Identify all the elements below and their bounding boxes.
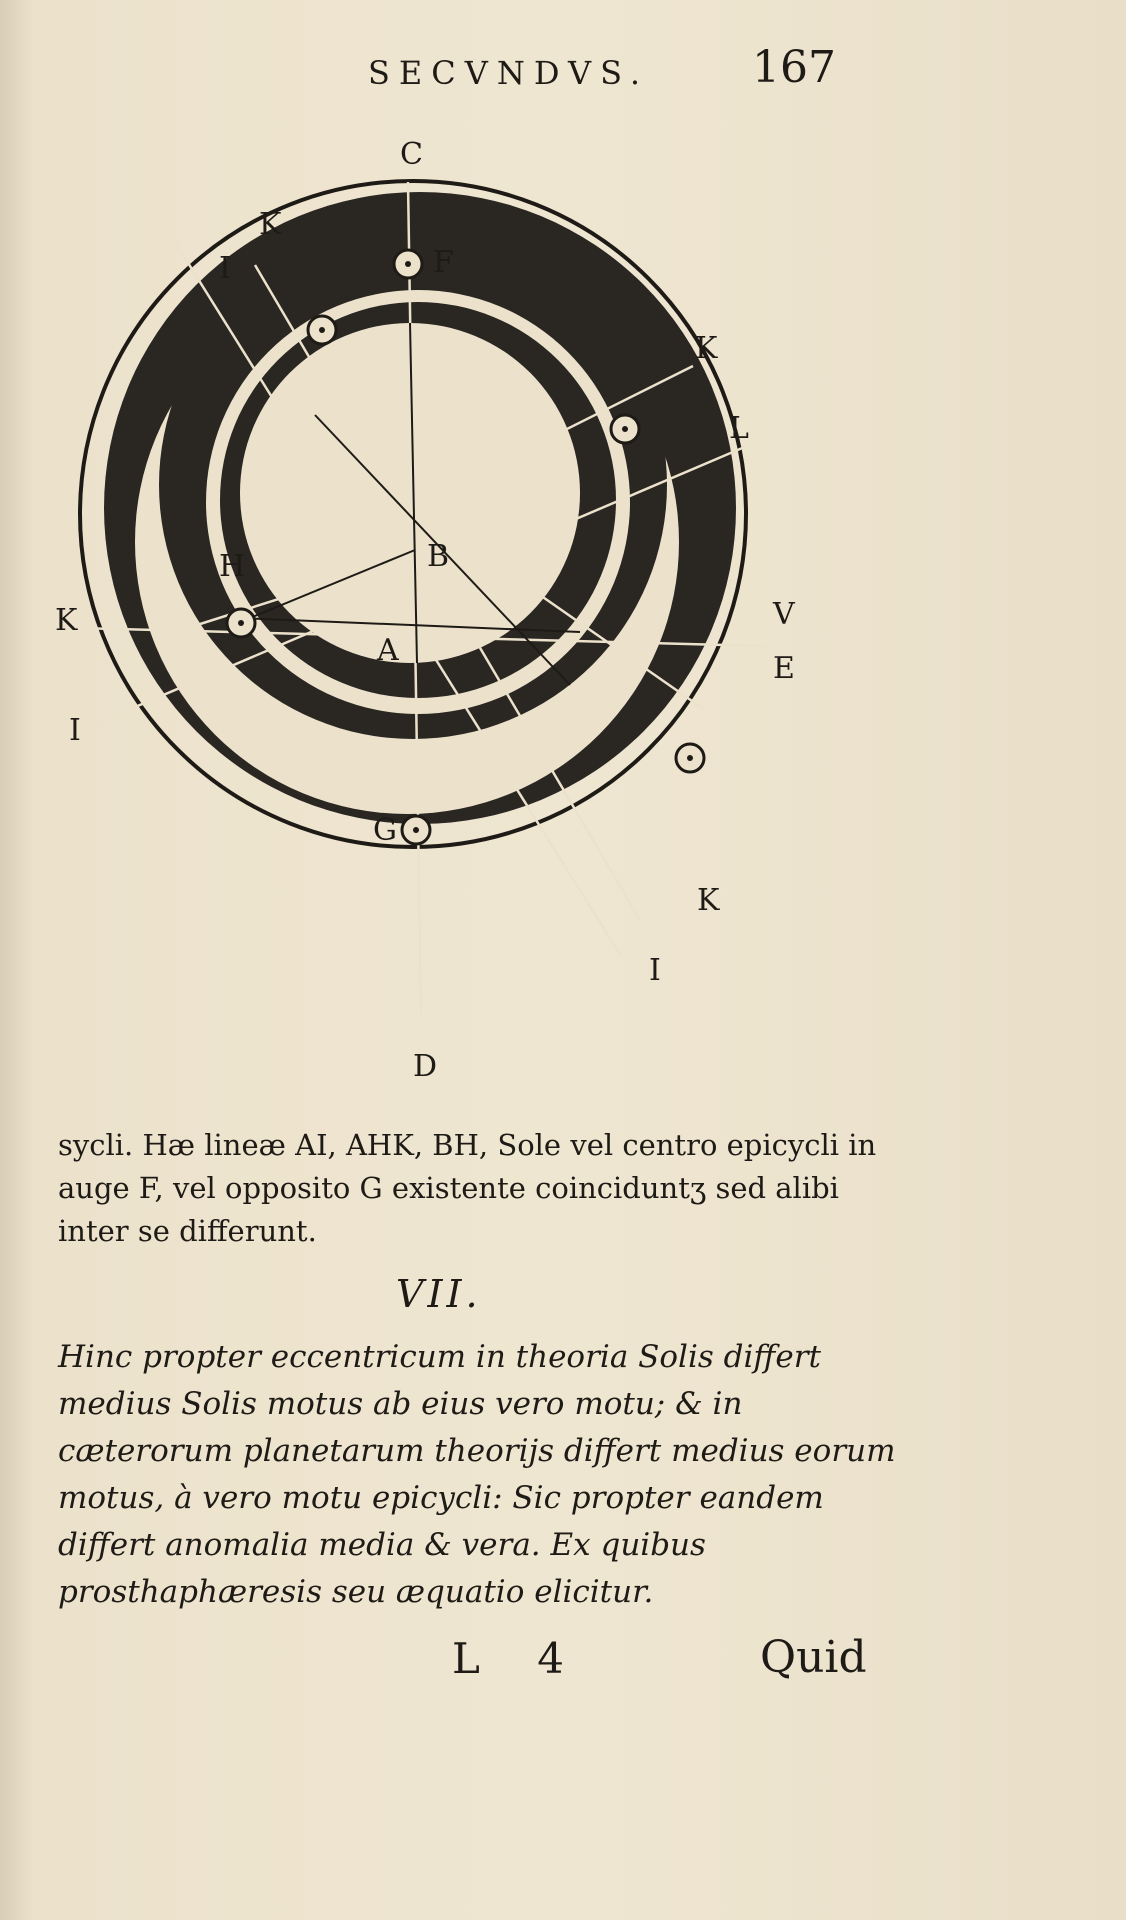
section-number: VII. xyxy=(396,1272,482,1316)
label-i-top: I xyxy=(219,251,231,286)
label-v: V xyxy=(773,597,795,632)
label-i-right-bottom: I xyxy=(649,953,661,988)
label-k-right-bottom: K xyxy=(697,883,720,918)
italic-paragraph: Hinc propter eccentricum in theoria Solis differt medius Solis motus ab eius vero motu; & in cæterorum planetarum theorijs differt medius eorum motus, à vero motu epicycli: Sic propter eandem differt anomalia media & vera. Ex quibus prosthaphæresis seu æquatio elicitur. xyxy=(58,1339,896,1610)
label-k-left: K xyxy=(55,603,78,638)
catchword: Quid xyxy=(760,1632,867,1683)
label-e: E xyxy=(773,651,795,686)
roman-paragraph: sycli. Hæ lineæ AI, AHK, BH, Sole vel centro epicycli in auge F, vel opposito G existente coinciduntʒ sed alibi inter se differunt. xyxy=(58,1128,877,1248)
label-l-right: L xyxy=(729,411,749,446)
label-k-top: K xyxy=(259,207,282,242)
signature-mark: L 4 xyxy=(452,1634,586,1683)
label-b: B xyxy=(427,539,450,574)
label-a: A xyxy=(377,633,399,668)
label-g: G xyxy=(373,813,397,848)
label-f: F xyxy=(433,245,454,280)
label-h: H xyxy=(219,549,246,584)
label-k-right-top: K xyxy=(695,331,718,366)
label-i-left: I xyxy=(69,713,81,748)
label-d: D xyxy=(413,1049,438,1084)
page-number: 167 xyxy=(752,42,836,93)
label-c: C xyxy=(400,137,423,172)
running-header: SECVNDVS. xyxy=(368,54,650,92)
orbit-diagram-svg xyxy=(55,130,955,1090)
astronomical-diagram xyxy=(55,130,955,1090)
